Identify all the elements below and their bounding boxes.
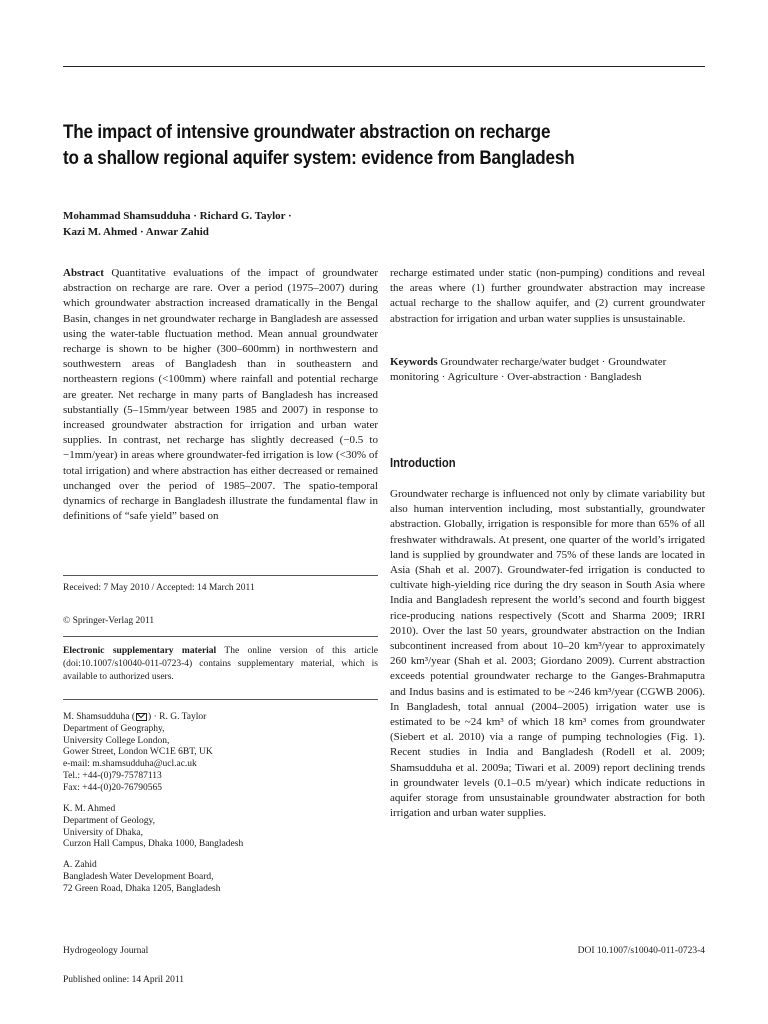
abstract-right: recharge estimated under static (non-pumping) conditions and reveal the areas where (1) further groundwater abstraction may increase actual recharge to the shallow aquifer, and (2) current groundwater abstraction for irrigation and urban water supplies is unsustainable. [390, 267, 705, 325]
esm-text: The online version of this article (doi:10.1007/s10040-011-0723-4) contains supplementary material, which is available to authorized users. [63, 646, 378, 682]
address-block-3 [63, 860, 378, 895]
address-line: 72 Green Road, Dhaka 1205, Bangladesh [63, 883, 221, 894]
email-line[interactable]: e-mail: m.shamsudduha@ucl.ac.uk [63, 759, 197, 770]
top-rule [63, 66, 705, 67]
address-line: University College London, [63, 735, 170, 746]
address-block-2 [63, 804, 378, 851]
address-line: K. M. Ahmed [63, 804, 116, 814]
copyright: © Springer-Verlag 2011 [63, 616, 155, 626]
abstract-label: Abstract [63, 267, 104, 279]
address-line: Bangladesh Water Development Board, [63, 871, 214, 882]
divider [63, 575, 378, 576]
phone-line: Tel.: +44-(0)79-75787113 [63, 770, 162, 781]
esm-label: Electronic supplementary material [63, 646, 217, 656]
author-name-cont: ) · R. G. Taylor [148, 712, 207, 722]
address-line: Gower Street, London WC1E 6BT, UK [63, 747, 213, 758]
address-line: Curzon Hall Campus, Dhaka 1000, Bangladesh [63, 839, 244, 850]
section-heading-introduction: Introduction [390, 456, 456, 470]
divider [63, 699, 378, 700]
author-name: M. Shamsudduha ( [63, 712, 136, 722]
doi[interactable]: DOI 10.1007/s10040-011-0723-4 [577, 946, 705, 956]
address-line: Department of Geography, [63, 723, 165, 734]
abstract-left [63, 266, 378, 524]
abstract-text-left: Quantitative evaluations of the impact of groundwater abstraction on recharge are rare. Over a period (1975–2007) during which groundwater abstraction increased dramatically in the Bengal Basin, changes in net groundwater recharge in Bangladesh are assessed using the water-table fluctuation method. Mean annual groundwater recharge is shown to be higher (300–600mm) in northwestern and southwestern areas of Bangladesh than in southeastern and northeastern regions (<100mm) where rainfall and potential recharge are greater. Net recharge in many parts of Bangladesh has increased substantially (5–15mm/year between 1985 and 2007) in response to increased groundwater abstraction for irrigation and urban water supplies. In contrast, net recharge has slightly decreased (−0.5 to −1mm/year) in areas where groundwater-fed irrigation is low (<30% of total irrigation) and where abstraction has either decreased or remained unchanged over the period of 1985–2007. The spatio-temporal dynamics of recharge in Bangladesh illustrate the fundamental flaw in definitions of “safe yield” based on [63, 267, 379, 523]
keywords-text: Groundwater recharge/water budget · Groundwater monitoring · Agriculture · Over-abstraction · Bangladesh [390, 356, 667, 384]
published-date: Published online: 14 April 2011 [63, 975, 185, 985]
address-block-1 [63, 712, 378, 795]
title-line-2: to a shallow regional aquifer system: evidence from Bangladesh [63, 148, 575, 169]
journal-name: Hydrogeology Journal [63, 946, 149, 956]
keywords-label: Keywords [390, 356, 438, 368]
paper-title [63, 120, 693, 172]
authors-line-1: Mohammad Shamsudduha · Richard G. Taylor · [63, 210, 292, 222]
address-line: University of Dhaka, [63, 827, 143, 838]
address-line: Department of Geology, [63, 815, 155, 826]
supplementary-note [63, 645, 378, 683]
fax-line: Fax: +44-(0)20-76790565 [63, 782, 163, 793]
author-list [63, 208, 292, 240]
title-line-1: The impact of intensive groundwater abstraction on recharge [63, 122, 551, 143]
authors-line-2: Kazi M. Ahmed · Anwar Zahid [63, 226, 209, 238]
address-line: A. Zahid [63, 860, 97, 870]
envelope-icon[interactable] [136, 713, 147, 721]
keywords [390, 355, 705, 385]
introduction-text: Groundwater recharge is influenced not only by climate variability but also human intervention including, most substantially, groundwater abstraction. Globally, irrigation is responsible for more than 65% of all freshwater withdrawals. At present, one quarter of the world’s irrigated land is supplied by groundwater and 75% of these lands are located in Asia (Shah et al. 2007). Groundwater-fed irrigation is conducted to cultivate high-yielding rice during the dry season in South Asia where India and Bangladesh represent the world’s second and fourth biggest rice-producing nations respectively (Scott and Sharma 2009; IRRI 2010). Over the last 50 years, groundwater abstraction on the Indian subcontinent increased from about 10–20 km³/year to approximately 260 km³/year (Shah et al. 2003; Giordano 2009). Current abstraction exceeds potential groundwater recharge to the Ganges-Brahmaputra and Indus basins and is estimated to be ~246 km³/year (CGWB 2006). In Bangladesh, total annual (2004–2005) irrigation water use is estimated to be ~24 km³ of which 18 km³ comes from groundwater (Siebert et al. 2010) via a range of pumping technologies (Fig. 1). Recent studies in India and Bangladesh (Rodell et al. 2009; Shamsudduha et al. 2009a; Tiwari et al. 2009) report declining trends in groundwater levels (0.1–0.5 m/year) which indicate reductions in aquifer storage from unsustainable groundwater abstraction for both irrigation and urban water supplies. [390, 488, 705, 820]
divider [63, 636, 378, 637]
received-dates: Received: 7 May 2010 / Accepted: 14 March 2011 [63, 583, 255, 593]
